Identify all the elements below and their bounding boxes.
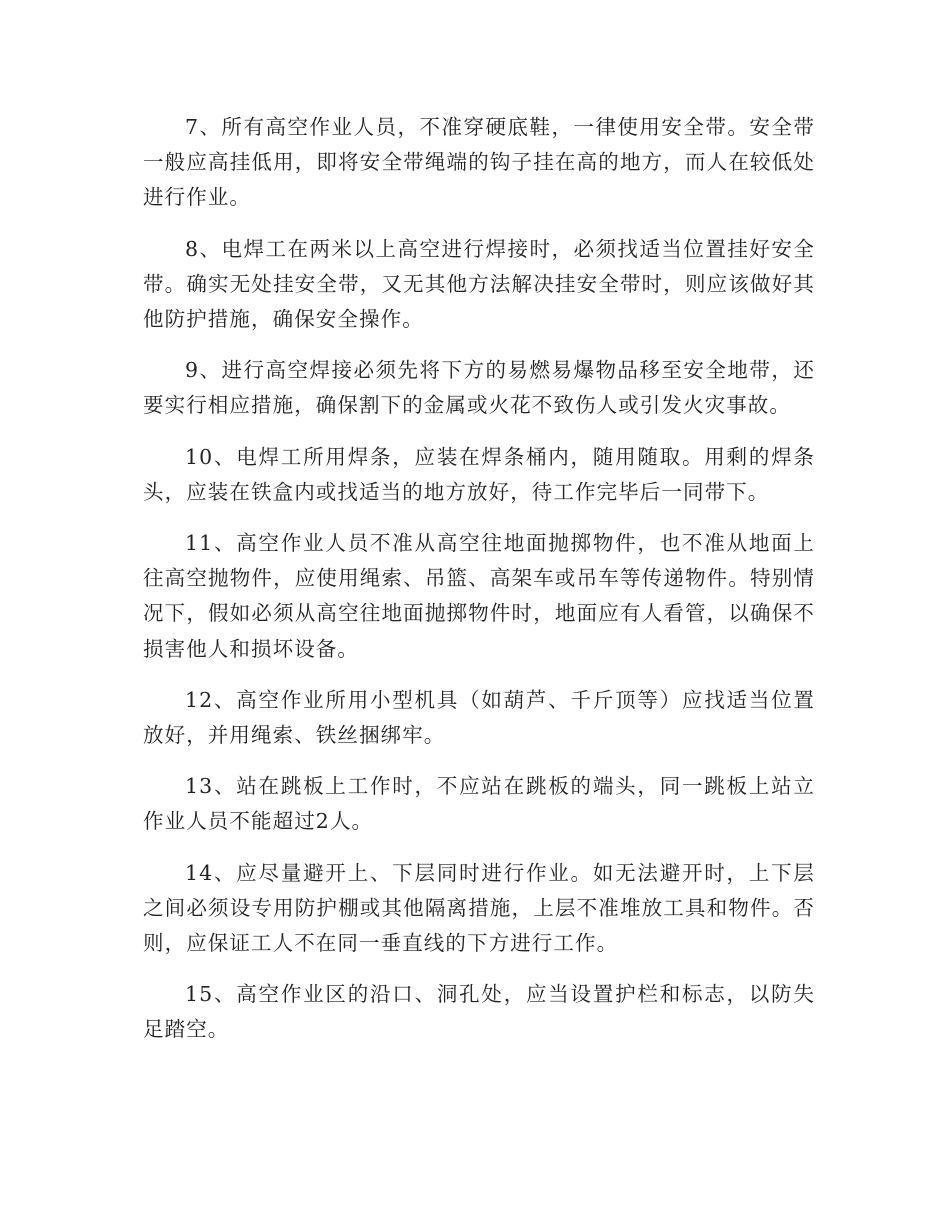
paragraph-item-14: 14、应尽量避开上、下层同时进行作业。如无法避开时，上下层之间必须设专用防护棚或其他隔离措施，上层不准堆放工具和物件。否则，应保证工人不在同一垂直线的下方进行工作。 <box>143 860 815 956</box>
paragraph-item-13: 13、站在跳板上工作时，不应站在跳板的端头，同一跳板上站立作业人员不能超过2人。 <box>143 774 815 834</box>
paragraph-item-9: 9、进行高空焊接必须先将下方的易燃易爆物品移至安全地带，还要实行相应措施，确保割下的金属或火花不致伤人或引发火灾事故。 <box>143 358 815 418</box>
document-body <box>143 110 815 1064</box>
paragraph-item-10: 10、电焊工所用焊条，应装在焊条桶内，随用随取。用剩的焊条头，应装在铁盒内或找适当的地方放好，待工作完毕后一同带下。 <box>143 444 815 504</box>
paragraph-item-8: 8、电焊工在两米以上高空进行焊接时，必须找适当位置挂好安全带。确实无处挂安全带，又无其他方法解决挂安全带时，则应该做好其他防护措施，确保安全操作。 <box>143 236 815 332</box>
paragraph-item-12: 12、高空作业所用小型机具（如葫芦、千斤顶等）应找适当位置放好，并用绳索、铁丝捆绑牢。 <box>143 687 815 748</box>
paragraph-item-7: 7、所有高空作业人员，不准穿硬底鞋，一律使用安全带。安全带一般应高挂低用，即将安全带绳端的钩子挂在高的地方，而人在较低处进行作业。 <box>143 115 815 210</box>
paragraph-item-15: 15、高空作业区的沿口、洞孔处，应当设置护栏和标志，以防失足踏空。 <box>143 982 815 1042</box>
paragraph-item-11: 11、高空作业人员不准从高空往地面抛掷物件，也不准从地面上往高空抛物件，应使用绳索、吊篮、高架车或吊车等传递物件。特别情况下，假如必须从高空往地面抛掷物件时，地面应有人看管，以确保不损害他人和损坏设备。 <box>143 531 815 661</box>
